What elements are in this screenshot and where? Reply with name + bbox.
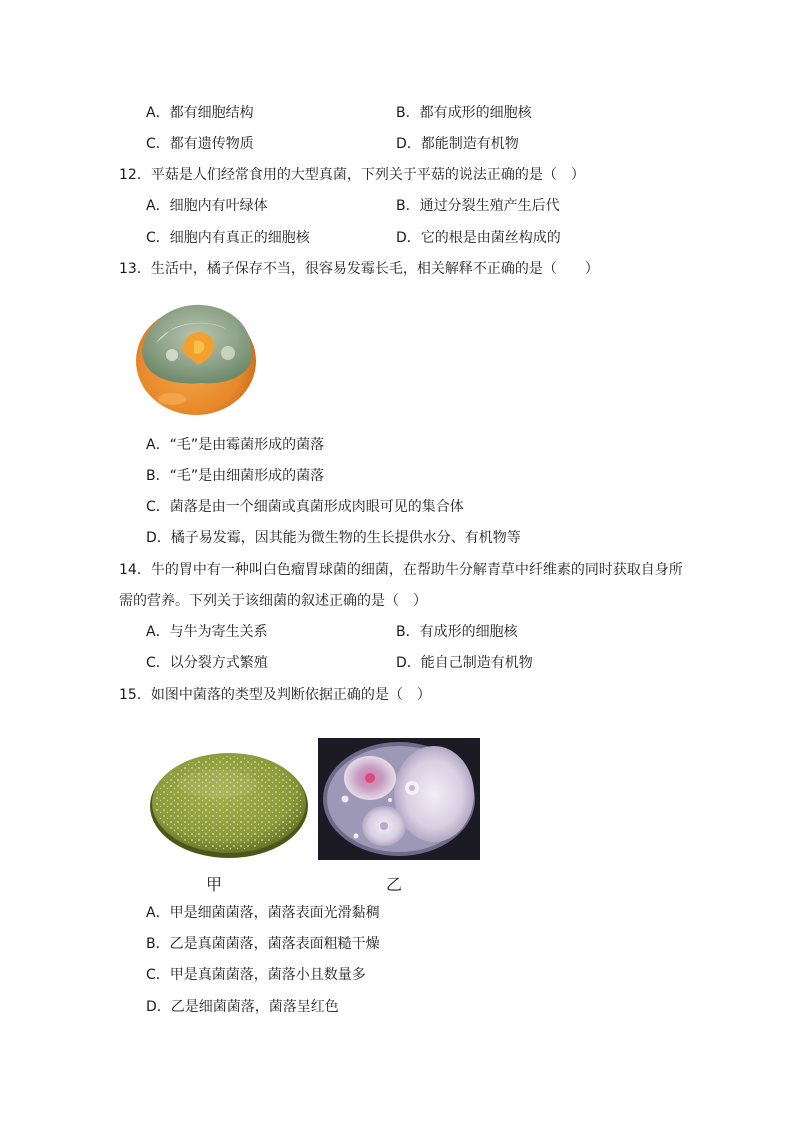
q14-option-b: B．有成形的细胞核 [396,624,518,640]
q14-option-d: D．能自己制造有机物 [396,655,533,671]
q12-option-a: A．细胞内有叶绿体 [146,198,268,214]
q12-option-d: D．它的根是由菌丝构成的 [396,230,561,246]
q13-option-c: C．菌落是由一个细菌或真菌形成肉眼可见的集合体 [146,499,464,515]
q15-option-c: C．甲是真菌菌落，菌落小且数量多 [146,967,366,983]
q12-stem: 12．平菇是人们经常食用的大型真菌，下列关于平菇的说法正确的是（ ） [119,167,585,183]
q14-stem-line1: 14．牛的胃中有一种叫白色瘤胃球菌的细菌，在帮助牛分解青草中纤维素的同时获取自身所 [119,562,683,578]
q15-option-a: A．甲是细菌菌落，菌落表面光滑黏稠 [146,905,380,921]
moldy-orange-image [132,295,262,419]
caption-yi: 乙 [386,875,403,894]
q11-option-c: C．都有遗传物质 [146,136,254,152]
q11-option-a: A．都有细胞结构 [146,105,254,121]
q13-stem: 13．生活中，橘子保存不当，很容易发霉长毛，相关解释不正确的是（ ） [119,261,599,277]
q14-stem-line2: 需的营养。下列关于该细菌的叙述正确的是（ ） [119,593,427,609]
q13-option-a: A．“毛”是由霉菌形成的菌落 [146,437,325,453]
q15-option-b: B．乙是真菌菌落，菌落表面粗糙干燥 [146,936,380,952]
q15-option-d: D．乙是细菌菌落，菌落呈红色 [146,999,339,1015]
q12-option-c: C．细胞内有真正的细胞核 [146,230,310,246]
fungal-colony-dish-image [318,738,480,860]
bacterial-colony-dish-image [148,748,310,860]
q13-option-b: B．“毛”是由细菌形成的菌落 [146,468,325,484]
q11-option-d: D．都能制造有机物 [396,136,519,152]
q13-option-d: D．橘子易发霉，因其能为微生物的生长提供水分、有机物等 [146,530,521,546]
q14-option-c: C．以分裂方式繁殖 [146,655,268,671]
q12-option-b: B．通过分裂生殖产生后代 [396,198,560,214]
q15-stem: 15．如图中菌落的类型及判断依据正确的是（ ） [119,687,431,703]
q11-option-b: B．都有成形的细胞核 [396,105,532,121]
caption-jia: 甲 [206,875,223,894]
q14-option-a: A．与牛为寄生关系 [146,624,268,640]
